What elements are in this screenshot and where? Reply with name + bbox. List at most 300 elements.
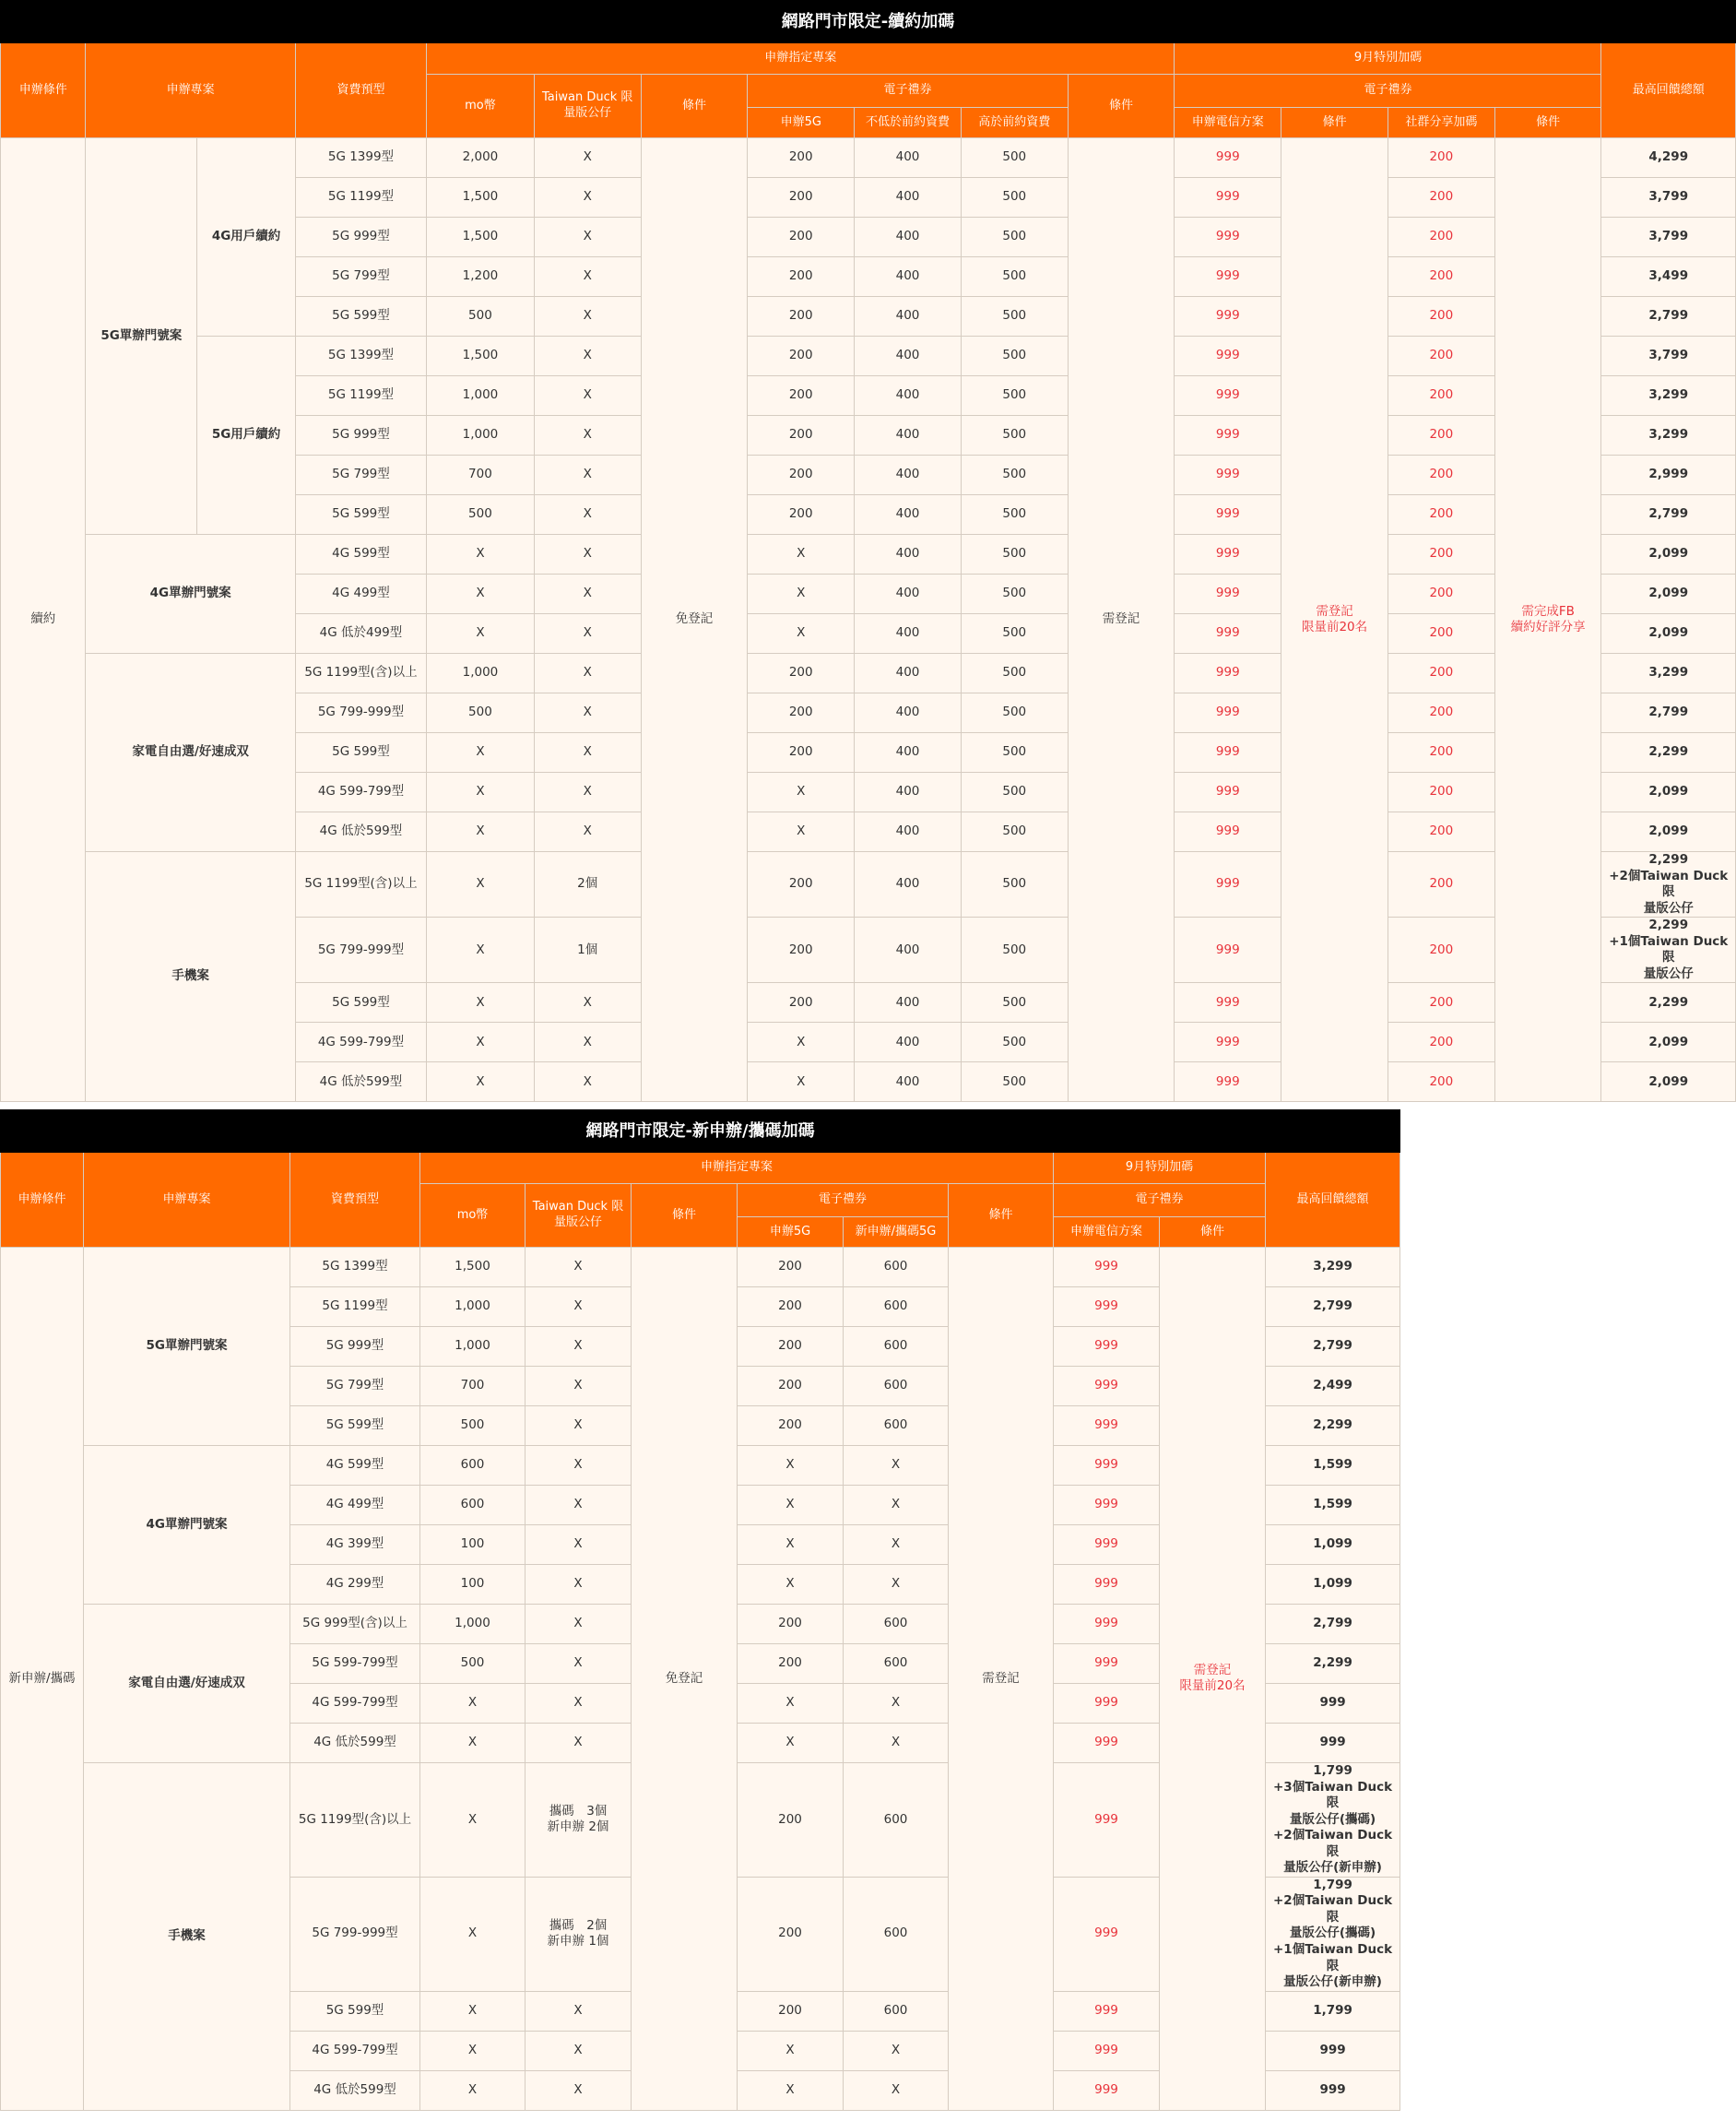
apply-5g-cell: 200 [748,918,855,983]
plan-4g-single: 4G單辦門號案 [84,1446,290,1605]
rate-type-cell: 5G 599型 [290,1406,420,1446]
new-port-5g-cell: 600 [844,1406,949,1446]
taiwan-duck-cell: X [526,1446,632,1486]
not-lower-cell: 400 [855,495,962,535]
mo-coin-cell: 500 [427,297,535,337]
telecom-plan-cell: 999 [1175,918,1281,983]
apply-5g-cell: 200 [748,297,855,337]
rate-type-cell: 5G 799型 [295,456,426,495]
max-total-cell: 2,299 [1601,983,1736,1023]
max-total-cell: 3,299 [1601,654,1736,693]
not-lower-cell: 400 [855,654,962,693]
header-condition: 條件 [641,75,748,138]
mo-coin-cell: 1,000 [427,416,535,456]
telecom-plan-cell: 999 [1054,1327,1160,1367]
rate-type-cell: 5G 799型 [295,257,426,297]
header-apply-condition: 申辦條件 [1,43,86,138]
rate-type-cell: 4G 599型 [295,535,426,575]
telecom-plan-cell: 999 [1054,1406,1160,1446]
max-total-cell: 999 [1266,2031,1400,2070]
max-total-cell: 999 [1266,1684,1400,1724]
telecom-plan-cell: 999 [1175,812,1281,852]
new-port-5g-cell: 600 [844,1327,949,1367]
not-lower-cell: 400 [855,535,962,575]
telecom-plan-cell: 999 [1054,1724,1160,1763]
max-total-cell: 2,799 [1601,495,1736,535]
not-lower-cell: 400 [855,773,962,812]
taiwan-duck-cell: X [526,1684,632,1724]
not-lower-cell: 400 [855,376,962,416]
taiwan-duck-cell: X [526,1525,632,1565]
max-total-cell: 2,099 [1601,1062,1736,1102]
telecom-plan-cell: 999 [1175,178,1281,218]
mo-coin-cell: X [420,1763,526,1878]
plan-phone: 手機案 [84,1763,290,2111]
header-e-coupon: 電子禮券 [1054,1184,1266,1217]
apply-5g-cell: 200 [748,495,855,535]
max-total-cell: 1,599 [1266,1486,1400,1525]
taiwan-duck-cell: X [534,983,641,1023]
condition-need-register: 需登記 [1068,138,1175,1102]
new-port-5g-cell: 600 [844,1605,949,1644]
apply-5g-cell: 200 [748,337,855,376]
mo-coin-cell: 700 [420,1367,526,1406]
mo-coin-cell: 500 [427,495,535,535]
taiwan-duck-cell: X [534,654,641,693]
apply-5g-cell: 200 [748,376,855,416]
social-share-cell: 200 [1388,1023,1494,1062]
max-total-cell: 2,099 [1601,575,1736,614]
social-share-cell: 200 [1388,614,1494,654]
mo-coin-cell: 1,200 [427,257,535,297]
rate-type-cell: 5G 1199型 [295,178,426,218]
not-lower-cell: 400 [855,614,962,654]
rate-type-cell: 5G 1199型 [295,376,426,416]
higher-cell: 500 [961,456,1068,495]
max-total-cell: 2,099 [1601,773,1736,812]
apply-5g-cell: 200 [748,654,855,693]
header-mo-coin: mo幣 [427,75,535,138]
mo-coin-cell: 1,000 [420,1287,526,1327]
telecom-plan-cell: 999 [1175,297,1281,337]
max-total-cell: 3,299 [1601,416,1736,456]
apply-5g-cell: 200 [748,983,855,1023]
mo-coin-cell: 1,000 [420,1605,526,1644]
taiwan-duck-cell: X [534,376,641,416]
mo-coin-cell: 500 [420,1406,526,1446]
not-lower-cell: 400 [855,297,962,337]
mo-coin-cell: 700 [427,456,535,495]
max-total-cell: 2,099 [1601,1023,1736,1062]
apply-5g-cell: X [748,773,855,812]
telecom-plan-cell: 999 [1175,614,1281,654]
apply-5g-cell: 200 [748,852,855,918]
max-total-cell: 3,799 [1601,218,1736,257]
higher-cell: 500 [961,257,1068,297]
not-lower-cell: 400 [855,178,962,218]
telecom-plan-cell: 999 [1175,1062,1281,1102]
rate-type-cell: 4G 599-799型 [295,773,426,812]
apply-5g-cell: 200 [738,1605,844,1644]
apply-5g-cell: 200 [748,257,855,297]
taiwan-duck-cell: X [526,1287,632,1327]
taiwan-duck-cell: X [534,138,641,178]
social-share-cell: 200 [1388,733,1494,773]
rate-type-cell: 4G 低於499型 [295,614,426,654]
table-row [1,1248,1400,1287]
social-share-cell: 200 [1388,918,1494,983]
mo-coin-cell: 600 [420,1486,526,1525]
mo-coin-cell: 2,000 [427,138,535,178]
max-total-cell: 1,099 [1266,1525,1400,1565]
header-new-port-5g: 新申辦/攜碼5G [844,1217,949,1248]
header-taiwan-duck: Taiwan Duck 限量版公仔 [534,75,641,138]
new-port-5g-cell: 600 [844,1248,949,1287]
telecom-plan-cell: 999 [1054,1991,1160,2031]
header-apply-5g: 申辦5G [738,1217,844,1248]
telecom-plan-cell: 999 [1175,654,1281,693]
condition-need-register: 需登記 [949,1248,1054,2111]
telecom-plan-cell: 999 [1054,1644,1160,1684]
not-lower-cell: 400 [855,918,962,983]
apply-5g-cell: X [738,1565,844,1605]
not-lower-cell: 400 [855,1023,962,1062]
taiwan-duck-cell: X [526,1644,632,1684]
taiwan-duck-cell: X [526,1565,632,1605]
rate-type-cell: 4G 低於599型 [295,812,426,852]
max-total-cell: 1,799 [1266,1991,1400,2031]
not-lower-cell: 400 [855,1062,962,1102]
apply-5g-cell: X [738,2031,844,2070]
telecom-plan-cell: 999 [1175,693,1281,733]
taiwan-duck-cell: X [534,575,641,614]
apply-5g-cell: 200 [748,178,855,218]
rate-type-cell: 4G 599-799型 [295,1023,426,1062]
mo-coin-cell: 600 [420,1446,526,1486]
higher-cell: 500 [961,693,1068,733]
higher-cell: 500 [961,416,1068,456]
higher-cell: 500 [961,337,1068,376]
mo-coin-cell: X [427,733,535,773]
rate-type-cell: 5G 799-999型 [295,918,426,983]
taiwan-duck-cell: X [534,733,641,773]
plan-5g-user-renew: 5G用戶續約 [197,337,296,535]
higher-cell: 500 [961,218,1068,257]
taiwan-duck-cell: X [526,1991,632,2031]
header-apply-condition: 申辦條件 [1,1153,84,1248]
plan-appliance: 家電自由選/好速成双 [86,654,295,852]
apply-5g-cell: 200 [738,1991,844,2031]
telecom-plan-cell: 999 [1175,257,1281,297]
new-port-5g-cell: X [844,1486,949,1525]
taiwan-duck-cell: X [526,1327,632,1367]
max-total-cell: 1,799 +2個Taiwan Duck限 量版公仔(攜碼) +1個Taiwan Duck限 量版公仔(新申辦) [1266,1877,1400,1991]
taiwan-duck-cell: X [534,1062,641,1102]
condition-register-top20: 需登記 限量前20名 [1160,1248,1266,2111]
rate-type-cell: 4G 599-799型 [290,1684,420,1724]
apply-5g-cell: 200 [738,1248,844,1287]
apply-5g-cell: 200 [738,1287,844,1327]
telecom-plan-cell: 999 [1175,983,1281,1023]
mo-coin-cell: 1,000 [420,1327,526,1367]
social-share-cell: 200 [1388,337,1494,376]
header-rate-type: 資費預型 [290,1153,420,1248]
telecom-plan-cell: 999 [1175,773,1281,812]
social-share-cell: 200 [1388,852,1494,918]
max-total-cell: 2,799 [1601,297,1736,337]
table-row [1,535,1736,575]
telecom-plan-cell: 999 [1054,1565,1160,1605]
not-lower-cell: 400 [855,138,962,178]
header-condition: 條件 [1281,108,1388,138]
max-total-cell: 2,299 +2個Taiwan Duck限 量版公仔 [1601,852,1736,918]
rate-type-cell: 5G 999型 [295,218,426,257]
new-port-5g-cell: X [844,1565,949,1605]
not-lower-cell: 400 [855,983,962,1023]
apply-5g-cell: X [738,1525,844,1565]
header-designated-plan: 申辦指定專案 [420,1153,1054,1184]
header-condition: 條件 [1160,1217,1266,1248]
telecom-plan-cell: 999 [1175,535,1281,575]
plan-phone: 手機案 [86,852,295,1102]
mo-coin-cell: 1,500 [427,178,535,218]
mo-coin-cell: 500 [427,693,535,733]
plan-appliance: 家電自由選/好速成双 [84,1605,290,1763]
telecom-plan-cell: 999 [1054,1367,1160,1406]
higher-cell: 500 [961,495,1068,535]
apply-5g-cell: 200 [748,693,855,733]
telecom-plan-cell: 999 [1054,1525,1160,1565]
apply-5g-cell: X [748,812,855,852]
apply-5g-cell: X [748,614,855,654]
header-apply-plan: 申辦專案 [86,43,295,138]
taiwan-duck-cell: 攜碼 2個 新申辦 1個 [526,1877,632,1991]
rate-type-cell: 5G 1399型 [295,138,426,178]
apply-5g-cell: X [738,2070,844,2110]
higher-cell: 500 [961,1023,1068,1062]
apply-5g-cell: X [738,1486,844,1525]
not-lower-cell: 400 [855,693,962,733]
apply-5g-cell: X [738,1446,844,1486]
not-lower-cell: 400 [855,337,962,376]
max-total-cell: 3,299 [1266,1248,1400,1287]
social-share-cell: 200 [1388,575,1494,614]
social-share-cell: 200 [1388,297,1494,337]
apply-5g-cell: 200 [738,1644,844,1684]
higher-cell: 500 [961,178,1068,218]
max-total-cell: 2,799 [1266,1327,1400,1367]
apply-5g-cell: 200 [748,456,855,495]
rate-type-cell: 5G 599型 [295,983,426,1023]
apply-5g-cell: 200 [748,218,855,257]
rate-type-cell: 5G 599型 [295,297,426,337]
mo-coin-cell: X [427,812,535,852]
higher-cell: 500 [961,614,1068,654]
rate-type-cell: 5G 599-799型 [290,1644,420,1684]
rate-type-cell: 5G 799型 [290,1367,420,1406]
new-port-5g-cell: 600 [844,1991,949,2031]
header-condition: 條件 [1068,75,1175,138]
max-total-cell: 1,599 [1266,1446,1400,1486]
new-port-5g-cell: X [844,2070,949,2110]
rate-type-cell: 5G 1199型(含)以上 [295,852,426,918]
apply-5g-cell: 200 [738,1406,844,1446]
header-mo-coin: mo幣 [420,1184,526,1248]
rate-type-cell: 4G 499型 [295,575,426,614]
not-lower-cell: 400 [855,456,962,495]
condition-no-register: 免登記 [641,138,748,1102]
higher-cell: 500 [961,575,1068,614]
taiwan-duck-cell: X [534,337,641,376]
rate-type-cell: 5G 1399型 [295,337,426,376]
taiwan-duck-cell: X [526,2070,632,2110]
max-total-cell: 2,099 [1601,535,1736,575]
header-telecom-plan: 申辦電信方案 [1175,108,1281,138]
telecom-plan-cell: 999 [1175,376,1281,416]
mo-coin-cell: X [427,852,535,918]
apply-5g-cell: 200 [738,1763,844,1878]
higher-cell: 500 [961,1062,1068,1102]
rate-type-cell: 5G 999型(含)以上 [290,1605,420,1644]
taiwan-duck-cell: X [526,1486,632,1525]
mo-coin-cell: X [420,2070,526,2110]
rate-type-cell: 5G 999型 [295,416,426,456]
header-designated-plan: 申辦指定專案 [427,43,1175,75]
mo-coin-cell: X [420,2031,526,2070]
telecom-plan-cell: 999 [1054,2031,1160,2070]
telecom-plan-cell: 999 [1054,2070,1160,2110]
header-e-coupon: 電子禮券 [738,1184,949,1217]
higher-cell: 500 [961,654,1068,693]
taiwan-duck-cell: X [534,614,641,654]
mo-coin-cell: X [427,983,535,1023]
max-total-cell: 1,099 [1266,1565,1400,1605]
taiwan-duck-cell: X [534,257,641,297]
mo-coin-cell: 100 [420,1525,526,1565]
table-row [1,337,1736,376]
new-port-5g-cell: X [844,2031,949,2070]
not-lower-cell: 400 [855,812,962,852]
condition-fb-share: 需完成FB 續約好評分享 [1494,138,1601,1102]
rate-type-cell: 5G 1199型(含)以上 [290,1763,420,1878]
max-total-cell: 3,299 [1601,376,1736,416]
rate-type-cell: 5G 999型 [290,1327,420,1367]
mo-coin-cell: X [420,1877,526,1991]
apply-5g-cell: X [748,1023,855,1062]
mo-coin-cell: 1,500 [427,337,535,376]
header-max-total: 最高回饋總額 [1266,1153,1400,1248]
plan-5g-single: 5G單辦門號案 [84,1248,290,1446]
apply-5g-cell: 200 [738,1877,844,1991]
apply-5g-cell: 200 [748,138,855,178]
telecom-plan-cell: 999 [1054,1287,1160,1327]
not-lower-cell: 400 [855,218,962,257]
apply-5g-cell: X [738,1684,844,1724]
rate-type-cell: 4G 399型 [290,1525,420,1565]
mo-coin-cell: X [427,1062,535,1102]
telecom-plan-cell: 999 [1175,495,1281,535]
mo-coin-cell: 100 [420,1565,526,1605]
apply-5g-cell: 200 [748,416,855,456]
new-port-5g-cell: 600 [844,1763,949,1878]
header-condition: 條件 [632,1184,738,1248]
apply-5g-cell: X [748,575,855,614]
social-share-cell: 200 [1388,138,1494,178]
social-share-cell: 200 [1388,773,1494,812]
mo-coin-cell: 1,000 [427,376,535,416]
apply-5g-cell: 200 [738,1367,844,1406]
max-total-cell: 2,299 [1601,733,1736,773]
new-port-5g-cell: X [844,1446,949,1486]
apply-5g-cell: X [738,1724,844,1763]
rate-type-cell: 4G 低於599型 [295,1062,426,1102]
header-apply-5g: 申辦5G [748,108,855,138]
social-share-cell: 200 [1388,495,1494,535]
taiwan-duck-cell: X [534,812,641,852]
rate-type-cell: 4G 低於599型 [290,1724,420,1763]
plan-4g-user-renew: 4G用戶續約 [197,138,296,337]
max-total-cell: 3,499 [1601,257,1736,297]
telecom-plan-cell: 999 [1175,575,1281,614]
taiwan-duck-cell: X [534,416,641,456]
new-port-5g-cell: 600 [844,1877,949,1991]
social-share-cell: 200 [1388,535,1494,575]
rate-type-cell: 5G 599型 [295,733,426,773]
new-port-5g-cell: 600 [844,1644,949,1684]
mo-coin-cell: 1,500 [427,218,535,257]
telecom-plan-cell: 999 [1054,1877,1160,1991]
social-share-cell: 200 [1388,693,1494,733]
telecom-plan-cell: 999 [1054,1248,1160,1287]
new-port-5g-cell: X [844,1684,949,1724]
mo-coin-cell: X [427,1023,535,1062]
mo-coin-cell: 1,000 [427,654,535,693]
taiwan-duck-cell: X [534,495,641,535]
apply-5g-cell: X [748,1062,855,1102]
condition-no-register: 免登記 [632,1248,738,2111]
new-port-5g-cell: 600 [844,1367,949,1406]
max-total-cell: 4,299 [1601,138,1736,178]
max-total-cell: 2,299 [1266,1644,1400,1684]
taiwan-duck-cell: 攜碼 3個 新申辦 2個 [526,1763,632,1878]
taiwan-duck-cell: X [534,693,641,733]
apply-5g-cell: 200 [748,733,855,773]
apply-condition-cell: 續約 [1,138,86,1102]
apply-5g-cell: X [748,535,855,575]
header-not-lower: 不低於前約資費 [855,108,962,138]
higher-cell: 500 [961,297,1068,337]
rate-type-cell: 5G 599型 [295,495,426,535]
taiwan-duck-cell: X [534,456,641,495]
telecom-plan-cell: 999 [1175,416,1281,456]
header-apply-plan: 申辦專案 [84,1153,290,1248]
table-row [1,852,1736,918]
telecom-plan-cell: 999 [1175,456,1281,495]
plan-5g-single: 5G單辦門號案 [86,138,197,535]
social-share-cell: 200 [1388,376,1494,416]
taiwan-duck-cell: 2個 [534,852,641,918]
apply-condition-cell: 新申辦/攜碼 [1,1248,84,2111]
telecom-plan-cell: 999 [1054,1684,1160,1724]
header-e-coupon: 電子禮券 [1175,75,1601,108]
social-share-cell: 200 [1388,1062,1494,1102]
higher-cell: 500 [961,138,1068,178]
header-rate-type: 資費預型 [295,43,426,138]
max-total-cell: 2,799 [1266,1287,1400,1327]
taiwan-duck-cell: X [526,1406,632,1446]
rate-type-cell: 5G 799-999型 [290,1877,420,1991]
not-lower-cell: 400 [855,852,962,918]
